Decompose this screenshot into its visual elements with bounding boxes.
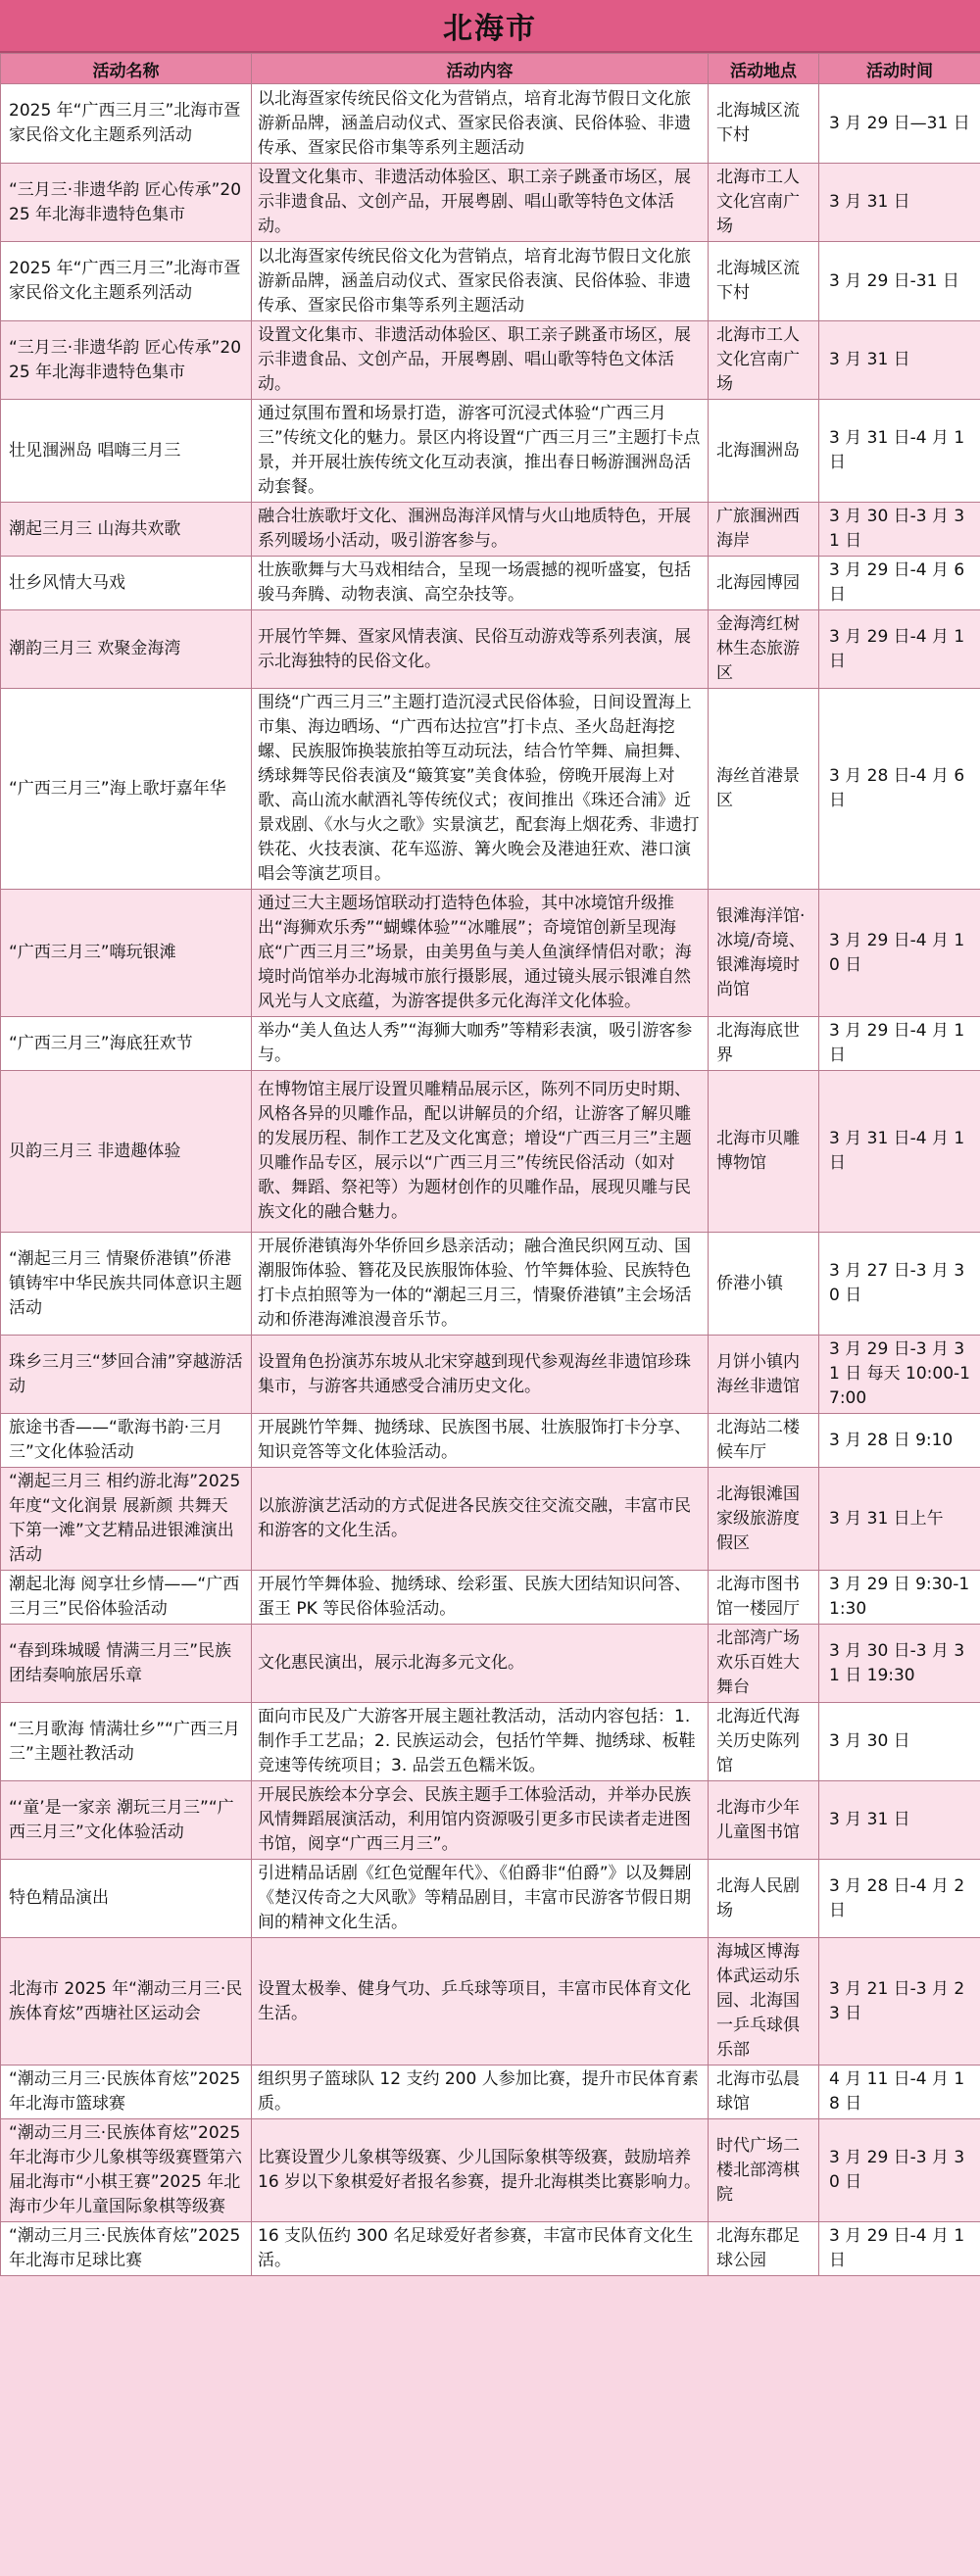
activity-content-cell: 以北海疍家传统民俗文化为营销点，培育北海节假日文化旅游新品牌，涵盖启动仪式、疍家民俗表演、民俗体验、非遗传承、疍家民俗市集等系列主题活动 xyxy=(252,242,709,321)
activity-place-cell: 北海城区流下村 xyxy=(709,242,819,321)
activity-name-cell: “春到珠城暖 情满三月三”民族团结奏响旅居乐章 xyxy=(1,1625,252,1703)
activity-time-cell: 3 月 29 日-4 月 10 日 xyxy=(819,890,980,1017)
activity-time-cell: 3 月 31 日上午 xyxy=(819,1468,980,1571)
activity-name-cell: “潮起三月三 相约游北海”2025 年度“文化润景 展新颜 共舞天下第一滩”文艺精品进银滩演出活动 xyxy=(1,1468,252,1571)
activity-content-cell: 设置角色扮演苏东坡从北宋穿越到现代参观海丝非遗馆珍珠集市，与游客共通感受合浦历史文化。 xyxy=(252,1336,709,1414)
activity-content-cell: 开展竹竿舞体验、抛绣球、绘彩蛋、民族大团结知识问答、蛋王 PK 等民俗体验活动。 xyxy=(252,1571,709,1625)
activity-content-cell: 壮族歌舞与大马戏相结合，呈现一场震撼的视听盛宴，包括骏马奔腾、动物表演、高空杂技等。 xyxy=(252,557,709,610)
activity-name-cell: 壮见涠洲岛 唱嗨三月三 xyxy=(1,400,252,503)
activity-name-cell: “潮动三月三·民族体育炫”2025 年北海市篮球赛 xyxy=(1,2066,252,2119)
table-row xyxy=(1,1625,980,1703)
activity-content-cell: 举办“美人鱼达人秀”“海狮大咖秀”等精彩表演，吸引游客参与。 xyxy=(252,1017,709,1071)
activity-name-cell: 旅途书香——“歌海书韵·三月三”文化体验活动 xyxy=(1,1414,252,1468)
activity-content-cell: 开展跳竹竿舞、抛绣球、民族图书展、壮族服饰打卡分享、知识竞答等文化体验活动。 xyxy=(252,1414,709,1468)
table-row xyxy=(1,1017,980,1071)
activity-place-cell: 金海湾红树林生态旅游区 xyxy=(709,610,819,689)
table-row xyxy=(1,503,980,557)
table-row xyxy=(1,890,980,1017)
activity-content-cell: 融合壮族歌圩文化、涠洲岛海洋风情与火山地质特色，开展系列暖场小活动，吸引游客参与。 xyxy=(252,503,709,557)
table-row xyxy=(1,164,980,242)
activity-name-cell: 贝韵三月三 非遗趣体验 xyxy=(1,1071,252,1233)
activity-content-cell: 通过三大主题场馆联动打造特色体验，其中冰境馆升级推出“海狮欢乐秀”“蝴蝶体验”“冰雕展”；奇境馆创新呈现海底“广西三月三”场景，由美男鱼与美人鱼演绎情侣对歌；海境时尚馆举办北海城市旅行摄影展，通过镜头展示银滩自然风光与人文底蕴，为游客提供多元化海洋文化体验。 xyxy=(252,890,709,1017)
table-row xyxy=(1,1071,980,1233)
table-row xyxy=(1,84,980,164)
activity-time-cell: 3 月 21 日-3 月 23 日 xyxy=(819,1938,980,2066)
activity-content-cell: 围绕“广西三月三”主题打造沉浸式民俗体验，日间设置海上市集、海边晒场、“广西布达拉宫”打卡点、圣火岛赶海挖螺、民族服饰换装旅拍等互动玩法，结合竹竿舞、扁担舞、绣球舞等民俗表演及“簸箕宴”美食体验，傍晚开展海上对歌、高山流水献酒礼等传统仪式；夜间推出《珠还合浦》近景戏剧、《水与火之歌》实景演艺，配套海上烟花秀、非遗打铁花、火技表演、花车巡游、篝火晚会及港迪狂欢、港口演唱会等演艺项目。 xyxy=(252,689,709,890)
page-title: 北海市 xyxy=(0,0,980,53)
activity-place-cell: 北海市弘晨球馆 xyxy=(709,2066,819,2119)
activity-name-cell: 特色精品演出 xyxy=(1,1860,252,1938)
activity-time-cell: 3 月 29 日-4 月 1 日 xyxy=(819,2222,980,2276)
activity-time-cell: 3 月 29 日-4 月 1 日 xyxy=(819,1017,980,1071)
activity-place-cell: 海城区博海体武运动乐园、北海国一乒乓球俱乐部 xyxy=(709,1938,819,2066)
activity-place-cell: 北海城区流下村 xyxy=(709,84,819,164)
activity-time-cell: 3 月 30 日-3 月 31 日 xyxy=(819,503,980,557)
event-table xyxy=(0,53,980,2276)
activity-content-cell: 开展侨港镇海外华侨回乡恳亲活动；融合渔民织网互动、国潮服饰体验、簪花及民族服饰体验、竹竿舞体验、民族特色打卡点拍照等为一体的“潮起三月三，情聚侨港镇”主会场活动和侨港海滩浪漫音乐节。 xyxy=(252,1233,709,1336)
table-row xyxy=(1,1860,980,1938)
activity-name-cell: “广西三月三”嗨玩银滩 xyxy=(1,890,252,1017)
table-row xyxy=(1,1781,980,1860)
activity-name-cell: “广西三月三”海上歌圩嘉年华 xyxy=(1,689,252,890)
activity-time-cell: 3 月 31 日-4 月 1 日 xyxy=(819,400,980,503)
activity-name-cell: 潮起三月三 山海共欢歌 xyxy=(1,503,252,557)
activity-place-cell: 北海站二楼候车厅 xyxy=(709,1414,819,1468)
header-activity-name: 活动名称 xyxy=(1,54,252,84)
table-row xyxy=(1,1233,980,1336)
activity-place-cell: 北海园博园 xyxy=(709,557,819,610)
activity-name-cell: “广西三月三”海底狂欢节 xyxy=(1,1017,252,1071)
activity-time-cell: 3 月 28 日-4 月 2 日 xyxy=(819,1860,980,1938)
table-row xyxy=(1,610,980,689)
activity-time-cell: 3 月 28 日 9:10 xyxy=(819,1414,980,1468)
activity-name-cell: 潮起北海 阅享壮乡情——“广西三月三”民俗体验活动 xyxy=(1,1571,252,1625)
activity-place-cell: 侨港小镇 xyxy=(709,1233,819,1336)
table-row xyxy=(1,557,980,610)
activity-name-cell: “潮起三月三 情聚侨港镇”侨港镇铸牢中华民族共同体意识主题活动 xyxy=(1,1233,252,1336)
activity-time-cell: 3 月 31 日 xyxy=(819,1781,980,1860)
table-row xyxy=(1,2066,980,2119)
activity-content-cell: 以北海疍家传统民俗文化为营销点，培育北海节假日文化旅游新品牌，涵盖启动仪式、疍家民俗表演、民俗体验、非遗传承、疍家民俗市集等系列主题活动 xyxy=(252,84,709,164)
activity-place-cell: 北海海底世界 xyxy=(709,1017,819,1071)
activity-name-cell: 北海市 2025 年“潮动三月三·民族体育炫”西塘社区运动会 xyxy=(1,1938,252,2066)
activity-content-cell: 面向市民及广大游客开展主题社教活动，活动内容包括：1. 制作手工艺品；2. 民族运动会，包括竹竿舞、抛绣球、板鞋竞速等传统项目；3. 品尝五色糯米饭。 xyxy=(252,1703,709,1781)
activity-time-cell: 3 月 29 日 9:30-11:30 xyxy=(819,1571,980,1625)
activity-name-cell: 2025 年“广西三月三”北海市疍家民俗文化主题系列活动 xyxy=(1,242,252,321)
activity-name-cell: “潮动三月三·民族体育炫”2025 年北海市少儿象棋等级赛暨第六届北海市“小棋王赛”2025 年北海市少年儿童国际象棋等级赛 xyxy=(1,2119,252,2222)
activity-place-cell: 北海近代海关历史陈列馆 xyxy=(709,1703,819,1781)
activity-name-cell: “三月歌海 情满壮乡”“广西三月三”主题社教活动 xyxy=(1,1703,252,1781)
activity-time-cell: 3 月 29 日-3 月 31 日 每天 10:00-17:00 xyxy=(819,1336,980,1414)
activity-content-cell: 设置太极拳、健身气功、乒乓球等项目，丰富市民体育文化生活。 xyxy=(252,1938,709,2066)
activity-place-cell: 海丝首港景区 xyxy=(709,689,819,890)
activity-time-cell: 3 月 31 日 xyxy=(819,164,980,242)
activity-time-cell: 4 月 11 日-4 月 18 日 xyxy=(819,2066,980,2119)
activity-place-cell: 时代广场二楼北部湾棋院 xyxy=(709,2119,819,2222)
header-activity-place: 活动地点 xyxy=(709,54,819,84)
table-row xyxy=(1,1703,980,1781)
activity-name-cell: 珠乡三月三“梦回合浦”穿越游活动 xyxy=(1,1336,252,1414)
activity-place-cell: 银滩海洋馆·冰境/奇境、银滩海境时尚馆 xyxy=(709,890,819,1017)
activity-content-cell: 以旅游演艺活动的方式促进各民族交往交流交融，丰富市民和游客的文化生活。 xyxy=(252,1468,709,1571)
activity-time-cell: 3 月 30 日-3 月 31 日 19:30 xyxy=(819,1625,980,1703)
activity-place-cell: 北海市少年儿童图书馆 xyxy=(709,1781,819,1860)
activity-content-cell: 设置文化集市、非遗活动体验区、职工亲子跳蚤市场区，展示非遗食品、文创产品，开展粤剧、唱山歌等特色文体活动。 xyxy=(252,164,709,242)
activity-name-cell: “‘童’是一家亲 潮玩三月三”“广西三月三”文化体验活动 xyxy=(1,1781,252,1860)
activity-time-cell: 3 月 30 日 xyxy=(819,1703,980,1781)
activity-time-cell: 3 月 29 日—31 日 xyxy=(819,84,980,164)
table-row xyxy=(1,242,980,321)
table-row xyxy=(1,1938,980,2066)
header-activity-content: 活动内容 xyxy=(252,54,709,84)
header-activity-time: 活动时间 xyxy=(819,54,980,84)
activity-name-cell: “三月三·非遗华韵 匠心传承”2025 年北海非遗特色集市 xyxy=(1,321,252,400)
table-row xyxy=(1,2119,980,2222)
table-row xyxy=(1,1336,980,1414)
table-row xyxy=(1,1414,980,1468)
activity-time-cell: 3 月 29 日-31 日 xyxy=(819,242,980,321)
activity-time-cell: 3 月 28 日-4 月 6 日 xyxy=(819,689,980,890)
activity-content-cell: 开展民族绘本分享会、民族主题手工体验活动，并举办民族风情舞蹈展演活动，利用馆内资源吸引更多市民读者走进图书馆，阅享“广西三月三”。 xyxy=(252,1781,709,1860)
activity-place-cell: 月饼小镇内海丝非遗馆 xyxy=(709,1336,819,1414)
activity-place-cell: 北海市工人文化宫南广场 xyxy=(709,164,819,242)
activity-place-cell: 北部湾广场欢乐百姓大舞台 xyxy=(709,1625,819,1703)
activity-name-cell: 壮乡风情大马戏 xyxy=(1,557,252,610)
table-row xyxy=(1,689,980,890)
activity-place-cell: 北海人民剧场 xyxy=(709,1860,819,1938)
activity-time-cell: 3 月 27 日-3 月 30 日 xyxy=(819,1233,980,1336)
activity-name-cell: “潮动三月三·民族体育炫”2025 年北海市足球比赛 xyxy=(1,2222,252,2276)
activity-place-cell: 北海银滩国家级旅游度假区 xyxy=(709,1468,819,1571)
activity-place-cell: 北海市工人文化宫南广场 xyxy=(709,321,819,400)
activity-name-cell: “三月三·非遗华韵 匠心传承”2025 年北海非遗特色集市 xyxy=(1,164,252,242)
activity-content-cell: 引进精品话剧《红色觉醒年代》、《伯爵非“伯爵”》以及舞剧《楚汉传奇之大风歌》等精品剧目，丰富市民游客节假日期间的精神文化生活。 xyxy=(252,1860,709,1938)
table-row xyxy=(1,2222,980,2276)
table-row xyxy=(1,1571,980,1625)
table-row xyxy=(1,321,980,400)
activity-place-cell: 北海涠洲岛 xyxy=(709,400,819,503)
activity-content-cell: 设置文化集市、非遗活动体验区、职工亲子跳蚤市场区，展示非遗食品、文创产品，开展粤剧、唱山歌等特色文体活动。 xyxy=(252,321,709,400)
activity-time-cell: 3 月 31 日 xyxy=(819,321,980,400)
activity-time-cell: 3 月 29 日-4 月 1 日 xyxy=(819,610,980,689)
activity-place-cell: 北海市图书馆一楼园厅 xyxy=(709,1571,819,1625)
activity-content-cell: 组织男子篮球队 12 支约 200 人参加比赛，提升市民体育素质。 xyxy=(252,2066,709,2119)
activity-time-cell: 3 月 31 日-4 月 1 日 xyxy=(819,1071,980,1233)
activity-content-cell: 开展竹竿舞、疍家风情表演、民俗互动游戏等系列表演，展示北海独特的民俗文化。 xyxy=(252,610,709,689)
activity-time-cell: 3 月 29 日-3 月 30 日 xyxy=(819,2119,980,2222)
activity-content-cell: 文化惠民演出，展示北海多元文化。 xyxy=(252,1625,709,1703)
activity-content-cell: 比赛设置少儿象棋等级赛、少儿国际象棋等级赛，鼓励培养 16 岁以下象棋爱好者报名参赛，提升北海棋类比赛影响力。 xyxy=(252,2119,709,2222)
activity-content-cell: 在博物馆主展厅设置贝雕精品展示区，陈列不同历史时期、风格各异的贝雕作品，配以讲解员的介绍，让游客了解贝雕的发展历程、制作工艺及文化寓意；增设“广西三月三”主题贝雕作品专区，展示以“广西三月三”传统民俗活动（如对歌、舞蹈、祭祀等）为题材创作的贝雕作品，展现贝雕与民族文化的融合魅力。 xyxy=(252,1071,709,1233)
table-row xyxy=(1,1468,980,1571)
activity-name-cell: 潮韵三月三 欢聚金海湾 xyxy=(1,610,252,689)
activity-place-cell: 广旅涠洲西海岸 xyxy=(709,503,819,557)
activity-name-cell: 2025 年“广西三月三”北海市疍家民俗文化主题系列活动 xyxy=(1,84,252,164)
table-header-row xyxy=(1,54,980,84)
activity-content-cell: 16 支队伍约 300 名足球爱好者参赛，丰富市民体育文化生活。 xyxy=(252,2222,709,2276)
activity-place-cell: 北海市贝雕博物馆 xyxy=(709,1071,819,1233)
activity-place-cell: 北海东郡足球公园 xyxy=(709,2222,819,2276)
activity-content-cell: 通过氛围布置和场景打造，游客可沉浸式体验“广西三月三”传统文化的魅力。景区内将设置“广西三月三”主题打卡点景，并开展壮族传统文化互动表演，推出春日畅游涠洲岛活动套餐。 xyxy=(252,400,709,503)
table-row xyxy=(1,400,980,503)
activity-time-cell: 3 月 29 日-4 月 6 日 xyxy=(819,557,980,610)
